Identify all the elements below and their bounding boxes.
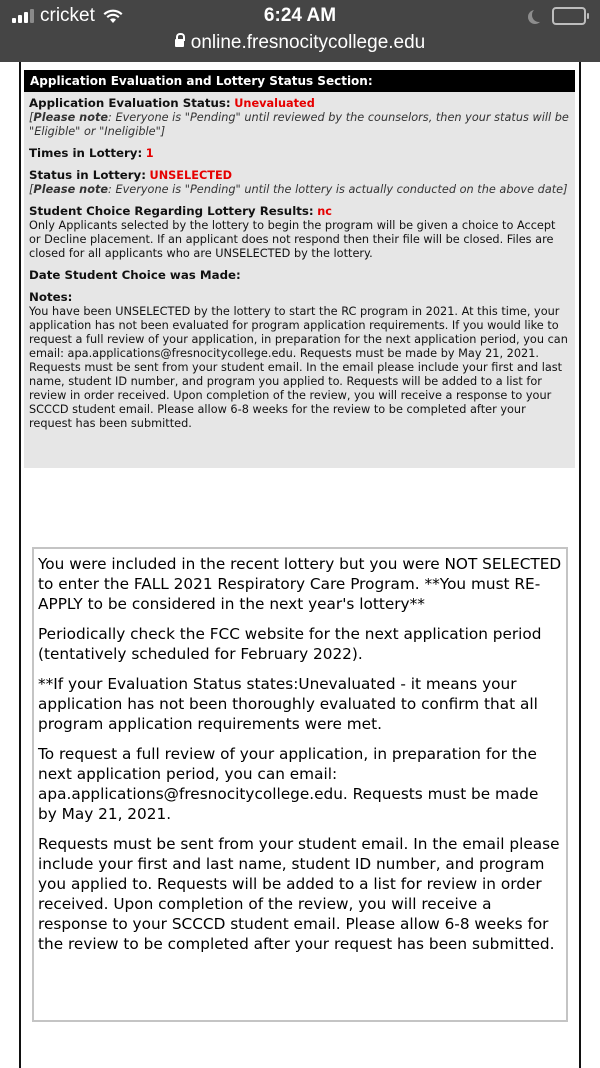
message-paragraph-1: You were included in the recent lottery but you were NOT SELECTED to enter the FALL 2021 Respiratory Care Program. **You must RE-APPLY to be considered in the next year's lottery** bbox=[38, 555, 562, 613]
notes-row bbox=[29, 290, 569, 431]
date-choice-row bbox=[29, 268, 569, 283]
lock-icon bbox=[175, 39, 184, 47]
status-section bbox=[24, 92, 575, 468]
times-in-lottery-row bbox=[29, 146, 569, 161]
evaluation-status-row bbox=[29, 96, 569, 139]
carrier-name: cricket bbox=[40, 5, 95, 26]
date-choice-label: Date Student Choice was Made: bbox=[29, 268, 241, 282]
clock: 6:24 AM bbox=[263, 5, 337, 26]
message-paragraph-4: To request a full review of your application, in preparation for the next application period, you can email: apa.applications@fresnocitycollege.edu. Requests must be made by May 21, 2021. bbox=[38, 745, 539, 823]
battery-icon bbox=[552, 7, 586, 25]
times-in-lottery-label: Times in Lottery: bbox=[29, 146, 143, 160]
lottery-status-row bbox=[29, 168, 569, 197]
status-bar bbox=[0, 0, 600, 62]
message-paragraph-5: Requests must be sent from your student email. In the email please include your first and last name, student ID number, and program you applied to. Requests will be added to a list for review in order received. Upon completion of the review, you will receive a response to your SCCCD student email. Please allow 6-8 weeks for the review to be completed after your request has been submitted. bbox=[38, 835, 560, 953]
student-choice-value: nc bbox=[317, 205, 332, 218]
message-paragraph-3: **If your Evaluation Status states:Unevaluated - it means your application has not been thoroughly evaluated to confirm that all program application requirements were met. bbox=[38, 675, 538, 733]
student-choice-row bbox=[29, 204, 569, 261]
lottery-message-box bbox=[32, 547, 568, 1022]
address-bar[interactable] bbox=[0, 32, 600, 54]
evaluation-status-value: Unevaluated bbox=[234, 97, 315, 110]
student-choice-label: Student Choice Regarding Lottery Results: bbox=[29, 204, 314, 218]
page-border-left bbox=[19, 62, 21, 1068]
lottery-note: [Please note: Everyone is "Pending" until the lottery is actually conducted on the above date] bbox=[29, 183, 568, 196]
student-choice-description: Only Applicants selected by the lottery to begin the program will be given a choice to Accept or Decline placement. If an applicant does not respond then their file will be closed. Files are closed for all applicants who are UNSELECTED by the lottery. bbox=[29, 219, 556, 260]
times-in-lottery-value: 1 bbox=[145, 147, 154, 160]
message-paragraph-2: Periodically check the FCC website for the next application period (tentatively scheduled for February 2022). bbox=[38, 625, 542, 663]
status-icons bbox=[528, 7, 586, 25]
evaluation-note: [Please note: Everyone is "Pending" until reviewed by the counselors, then your status will be "Eligible" or "Ineligible"] bbox=[29, 111, 569, 138]
page-border-right bbox=[579, 62, 581, 1068]
url-text: online.fresnocitycollege.edu bbox=[190, 32, 426, 53]
notes-label: Notes: bbox=[29, 290, 73, 304]
lottery-status-value: UNSELECTED bbox=[149, 169, 233, 182]
do-not-disturb-icon bbox=[532, 8, 546, 22]
section-header: Application Evaluation and Lottery Status Section: bbox=[24, 70, 575, 92]
evaluation-status-label: Application Evaluation Status: bbox=[29, 96, 231, 110]
lottery-status-label: Status in Lottery: bbox=[29, 168, 146, 182]
notes-text: You have been UNSELECTED by the lottery to start the RC program in 2021. At this time, your application has not been evaluated for program application requirements. If you would like to request a full review of your application, in preparation for the next application period, you can email: apa.applications@fresnocitycollege.edu. Requests must be made by May 21, 2021. Requests must be sent from your student email. In the email please include your first and last name, student ID number, and program you applied to. Requests will be added to a list for review in order received. Upon completion of the review, you will receive a response to your SCCCD student email. Please allow 6-8 weeks for the review to be completed after your request has been submitted. bbox=[29, 305, 568, 430]
